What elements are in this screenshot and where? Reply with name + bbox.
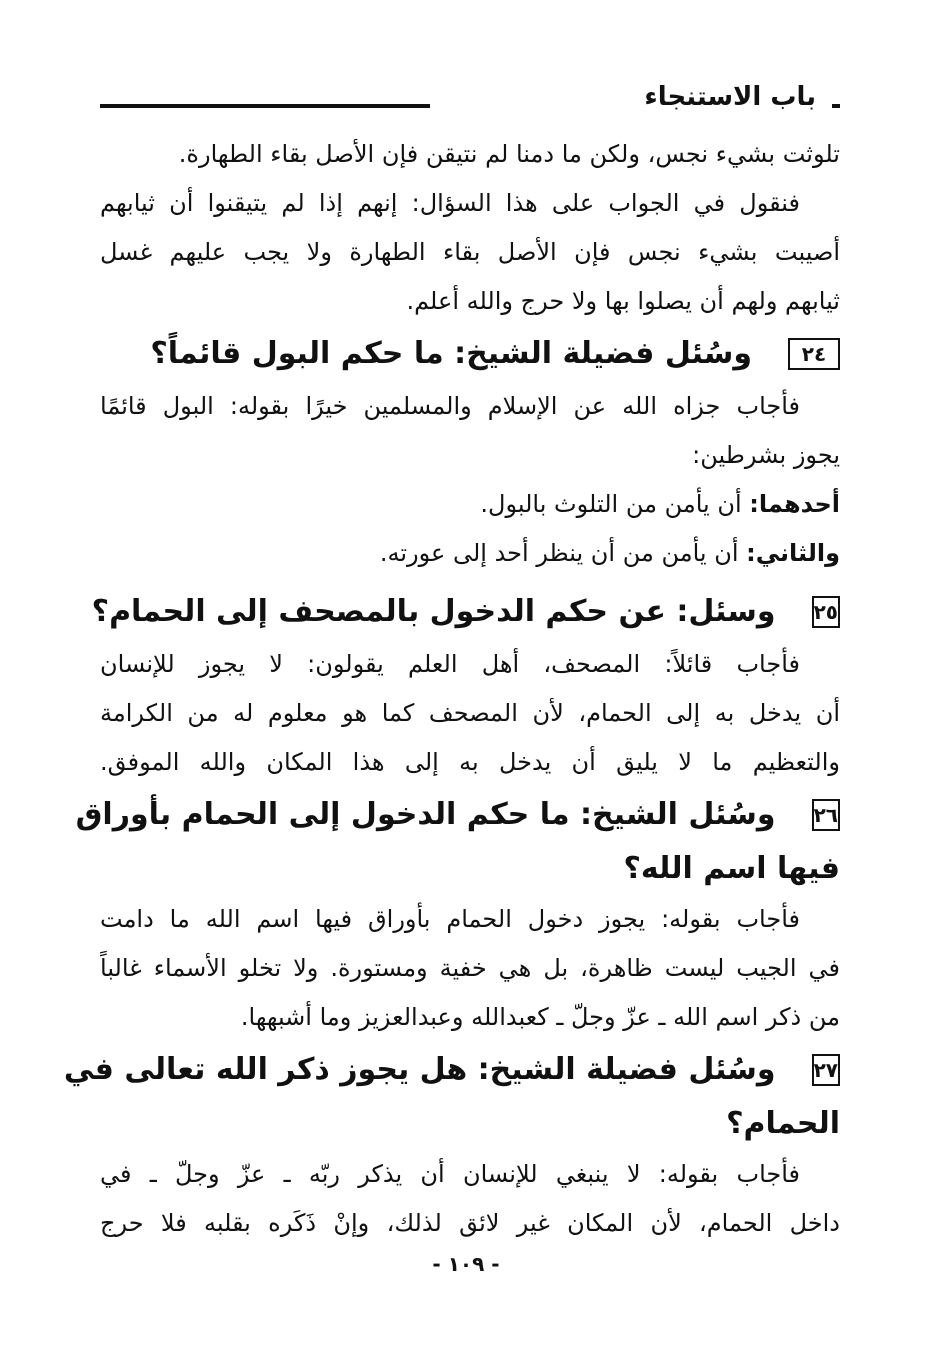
question-number-box: ٢٧ bbox=[812, 1054, 840, 1086]
question-heading-27 bbox=[63, 1042, 840, 1098]
book-page bbox=[63, 70, 840, 1300]
condition-text: أن يأمن من أن ينظر أحد إلى عورته. bbox=[379, 539, 747, 567]
question-text: وسئل: عن حكم الدخول بالمصحف إلى الحمام؟ bbox=[91, 594, 776, 629]
condition-line bbox=[100, 529, 840, 578]
question-number-box: ٢٦ bbox=[812, 799, 840, 831]
text-line: أن يدخل به إلى الحمام، لأن المصحف كما هو معلوم له من الكرامة bbox=[100, 699, 840, 727]
running-header bbox=[100, 82, 840, 112]
header-rule bbox=[100, 104, 430, 108]
condition-label: والثاني: bbox=[746, 539, 840, 567]
question-text-continued: الحمام؟ bbox=[726, 1106, 840, 1141]
question-heading-25 bbox=[91, 584, 840, 640]
text-line: ثيابهم ولهم أن يصلوا بها ولا حرج والله أعلم. bbox=[406, 287, 840, 315]
question-heading-26 bbox=[75, 787, 840, 843]
text-line: في الجيب ليست ظاهرة، بل هي خفية ومستورة. ولا تخلو الأسماء غالباً bbox=[100, 954, 840, 982]
question-number-box: ٢٤ bbox=[788, 338, 840, 370]
page-number: - ١٠٩ - bbox=[432, 1252, 500, 1276]
text-line: من ذكر اسم الله ـ عزّ وجلّ ـ كعبدالله وعبدالعزيز وما أشبهها. bbox=[240, 1003, 840, 1031]
text-line: فأجاب بقوله: لا ينبغي للإنسان أن يذكر ربّه ـ عزّ وجلّ ـ في bbox=[100, 1160, 800, 1188]
text-line: تلوثت بشيء نجس، ولكن ما دمنا لم نتيقن فإن الأصل بقاء الطهارة. bbox=[178, 140, 840, 168]
question-text-continued: فيها اسم الله؟ bbox=[623, 851, 840, 886]
question-text: وسُئل الشيخ: ما حكم الدخول إلى الحمام بأوراق bbox=[75, 797, 776, 832]
text-line: يجوز بشرطين: bbox=[692, 441, 840, 469]
question-text: وسُئل فضيلة الشيخ: ما حكم البول قائماً؟ bbox=[150, 336, 752, 371]
question-text: وسُئل فضيلة الشيخ: هل يجوز ذكر الله تعالى في bbox=[63, 1052, 776, 1087]
text-line: فأجاب قائلاً: المصحف، أهل العلم يقولون: لا يجوز للإنسان bbox=[100, 650, 800, 678]
text-line: أصيبت بشيء نجس فإن الأصل بقاء الطهارة ولا يجب عليهم غسل bbox=[100, 238, 840, 266]
text-line: فنقول في الجواب على هذا السؤال: إنهم إذا لم يتيقنوا أن ثيابهم bbox=[100, 189, 800, 217]
chapter-title: باب الاستنجاء bbox=[638, 82, 822, 112]
condition-text: أن يأمن من التلوث بالبول. bbox=[480, 490, 750, 518]
question-number-box: ٢٥ bbox=[812, 596, 840, 628]
text-line: والتعظيم ما لا يليق أن يدخل به إلى هذا المكان والله الموفق. bbox=[100, 748, 840, 776]
page-body bbox=[63, 130, 840, 1248]
condition-line bbox=[100, 480, 840, 529]
text-line: داخل الحمام، لأن المكان غير لائق لذلك، وإنْ ذَكَره بقلبه فلا حرج bbox=[100, 1209, 840, 1237]
header-rule-end bbox=[832, 104, 840, 108]
question-heading-24 bbox=[100, 326, 840, 382]
text-line: فأجاب بقوله: يجوز دخول الحمام بأوراق فيها اسم الله ما دامت bbox=[100, 905, 800, 933]
text-line: فأجاب جزاه الله عن الإسلام والمسلمين خيرًا بقوله: البول قائمًا bbox=[100, 392, 800, 420]
condition-label: أحدهما: bbox=[749, 490, 840, 518]
